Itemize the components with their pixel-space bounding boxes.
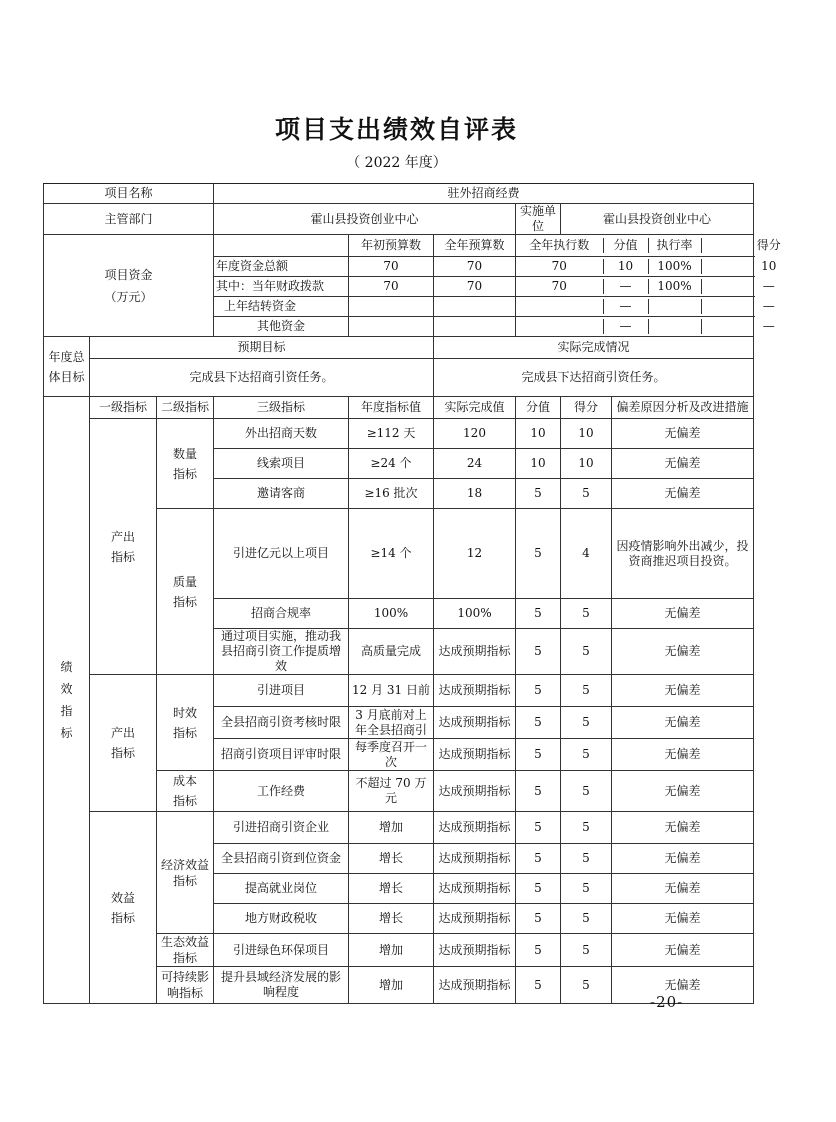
l3-indicator: 通过项目实施，推动我县招商引资工作提质增效 (214, 629, 349, 675)
impl-label: 实施单位 (516, 204, 561, 235)
funds-cell: 70 (434, 257, 516, 277)
score: 5 (561, 904, 612, 934)
funds-cell (434, 317, 516, 337)
project-name: 驻外招商经费 (214, 184, 754, 204)
l1-indicator-text: 效益指标 (110, 890, 135, 925)
score: 5 (561, 707, 612, 739)
funds-cell: — (603, 279, 648, 294)
perf-header: 分值 (516, 397, 561, 419)
l2-indicator-text: 生态效益指标 (160, 935, 209, 965)
actual-value: 达成预期指标 (434, 739, 516, 771)
funds-cell-group (516, 317, 775, 337)
funds-cell (516, 319, 603, 334)
funds-row-name: 上年结转资金 (214, 297, 349, 317)
annual-target: 增加 (349, 812, 434, 844)
score: 4 (561, 509, 612, 599)
funds-cell-group (516, 297, 775, 317)
annual-target: 高质量完成 (349, 629, 434, 675)
annual-target: 增长 (349, 874, 434, 904)
actual-value: 达成预期指标 (434, 707, 516, 739)
perf-header: 偏差原因分析及改进措施 (612, 397, 754, 419)
perf-header: 年度指标值 (349, 397, 434, 419)
funds-row-name: 其中：当年财政拨款 (214, 277, 349, 297)
dept-value: 霍山县投资创业中心 (214, 204, 516, 235)
annual-target: 增长 (349, 844, 434, 874)
funds-header: 得分 (701, 238, 836, 253)
perf-header: 一级指标 (90, 397, 157, 419)
deviation-note: 无偏差 (612, 739, 754, 771)
l3-indicator: 外出招商天数 (214, 419, 349, 449)
deviation-note: 无偏差 (612, 771, 754, 812)
score: 5 (561, 629, 612, 675)
score-weight: 5 (516, 874, 561, 904)
annual-target: 增长 (349, 904, 434, 934)
l3-indicator: 线索项目 (214, 449, 349, 479)
l2-indicator-text: 质量指标 (172, 574, 197, 609)
deviation-note: 无偏差 (612, 904, 754, 934)
l3-indicator: 引进亿元以上项目 (214, 509, 349, 599)
funds-cell: — (603, 299, 648, 314)
actual-value: 达成预期指标 (434, 771, 516, 812)
perf-label-cell (44, 397, 90, 1004)
funds-cell: 100% (648, 259, 701, 274)
l3-indicator: 提高就业岗位 (214, 874, 349, 904)
deviation-note: 无偏差 (612, 844, 754, 874)
funds-cell (434, 297, 516, 317)
score: 5 (561, 844, 612, 874)
score: 5 (561, 739, 612, 771)
funds-unit: （万元） (104, 289, 153, 304)
page-number: -20- (650, 993, 684, 1011)
l2-indicator-text: 可持续影响指标 (160, 970, 209, 1000)
funds-header: 年初预算数 (349, 235, 434, 257)
deviation-note: 无偏差 (612, 419, 754, 449)
score-weight: 5 (516, 904, 561, 934)
actual-value: 达成预期指标 (434, 844, 516, 874)
score: 5 (561, 675, 612, 707)
funds-header: 分值 (603, 238, 648, 253)
deviation-note: 无偏差 (612, 707, 754, 739)
score-weight: 5 (516, 812, 561, 844)
annual-target: ≥16 批次 (349, 479, 434, 509)
funds-cell (349, 317, 434, 337)
score-weight: 5 (516, 707, 561, 739)
funds-cell: 10 (701, 259, 836, 274)
l2-indicator (157, 771, 214, 812)
l2-indicator (157, 967, 214, 1004)
score-weight: 5 (516, 934, 561, 967)
annual-target: ≥112 天 (349, 419, 434, 449)
annual-target: 增加 (349, 967, 434, 1004)
score-weight: 5 (516, 629, 561, 675)
annual-target: 100% (349, 599, 434, 629)
score-weight: 5 (516, 599, 561, 629)
l3-indicator: 引进招商引资企业 (214, 812, 349, 844)
annual-target: 3 月底前对上年全县招商引 (349, 707, 434, 739)
l1-indicator (90, 419, 157, 675)
score-weight: 10 (516, 449, 561, 479)
l3-indicator: 地方财政税收 (214, 904, 349, 934)
funds-cell: 70 (349, 257, 434, 277)
l1-indicator (90, 812, 157, 1004)
funds-cell: — (603, 319, 648, 334)
impl-value: 霍山县投资创业中心 (561, 204, 754, 235)
actual-value: 达成预期指标 (434, 675, 516, 707)
actual-value: 24 (434, 449, 516, 479)
deviation-note: 无偏差 (612, 812, 754, 844)
funds-cell-group (516, 277, 775, 297)
funds-label: 项目资金 (104, 267, 153, 282)
deviation-note: 无偏差 (612, 599, 754, 629)
funds-cell-group (516, 257, 777, 277)
self-evaluation-table (43, 183, 781, 1004)
deviation-note: 无偏差 (612, 874, 754, 904)
funds-cell: — (701, 279, 836, 294)
score: 5 (561, 812, 612, 844)
funds-row-name: 年度资金总额 (214, 257, 349, 277)
l2-indicator (157, 812, 214, 934)
score-weight: 5 (516, 509, 561, 599)
annual-goal-label (44, 337, 90, 397)
actual-value: 达成预期指标 (434, 629, 516, 675)
annual-target: 增加 (349, 934, 434, 967)
l2-indicator (157, 675, 214, 771)
l2-indicator-text: 成本指标 (172, 774, 197, 808)
score: 5 (561, 771, 612, 812)
perf-header: 三级指标 (214, 397, 349, 419)
l2-indicator (157, 509, 214, 675)
l1-indicator (90, 675, 157, 812)
perf-header: 得分 (561, 397, 612, 419)
funds-cell: 70 (551, 279, 567, 293)
l2-indicator-text: 时效指标 (172, 705, 197, 740)
l1-indicator-text: 产出指标 (110, 726, 135, 760)
actual-value: 达成预期指标 (434, 967, 516, 1004)
expected-goal: 完成县下达招商引资任务。 (90, 359, 434, 397)
l3-indicator: 招商引资项目评审时限 (214, 739, 349, 771)
l2-indicator-text: 数量指标 (172, 446, 197, 481)
annual-target: ≥14 个 (349, 509, 434, 599)
funds-cell: 70 (349, 277, 434, 297)
score: 5 (561, 599, 612, 629)
funds-cell (349, 297, 434, 317)
funds-cell: 70 (551, 259, 567, 273)
score-weight: 5 (516, 771, 561, 812)
actual-value: 18 (434, 479, 516, 509)
l3-indicator: 提升县域经济发展的影响程度 (214, 967, 349, 1004)
annual-goal-label-text: 年度总体目标 (48, 349, 85, 384)
funds-row-name: 其他资金 (214, 317, 349, 337)
funds-header: 执行率 (648, 238, 701, 253)
funds-header: 全年执行数 (529, 238, 590, 252)
score-weight: 5 (516, 479, 561, 509)
deviation-note: 无偏差 (612, 967, 754, 1004)
funds-cell: 10 (603, 259, 648, 274)
actual-value: 达成预期指标 (434, 934, 516, 967)
actual-value: 达成预期指标 (434, 812, 516, 844)
score-weight: 5 (516, 844, 561, 874)
funds-cell: — (701, 319, 836, 334)
project-name-label: 项目名称 (44, 184, 214, 204)
deviation-note: 无偏差 (612, 934, 754, 967)
expected-goal-label: 预期目标 (90, 337, 434, 359)
l2-indicator (157, 934, 214, 967)
actual-value: 达成预期指标 (434, 904, 516, 934)
annual-target: ≥24 个 (349, 449, 434, 479)
funds-cell (648, 319, 701, 334)
actual-goal: 完成县下达招商引资任务。 (434, 359, 754, 397)
score: 10 (561, 449, 612, 479)
l3-indicator: 全县招商引资考核时限 (214, 707, 349, 739)
annual-target: 不超过 70 万元 (349, 771, 434, 812)
deviation-note: 无偏差 (612, 675, 754, 707)
l3-indicator: 引进绿色环保项目 (214, 934, 349, 967)
l3-indicator: 邀请客商 (214, 479, 349, 509)
score: 5 (561, 967, 612, 1004)
perf-label: 绩效指标 (60, 660, 73, 740)
funds-cell: — (701, 299, 836, 314)
score-weight: 5 (516, 675, 561, 707)
funds-header: 全年预算数 (434, 235, 516, 257)
funds-label-cell (44, 235, 214, 337)
score-weight: 5 (516, 739, 561, 771)
funds-header-group (516, 235, 781, 257)
actual-goal-label: 实际完成情况 (434, 337, 754, 359)
dept-label: 主管部门 (44, 204, 214, 235)
score-weight: 10 (516, 419, 561, 449)
l1-indicator-text: 产出指标 (110, 529, 135, 564)
deviation-note: 无偏差 (612, 629, 754, 675)
l3-indicator: 全县招商引资到位资金 (214, 844, 349, 874)
deviation-note: 无偏差 (612, 449, 754, 479)
perf-header: 实际完成值 (434, 397, 516, 419)
score: 5 (561, 934, 612, 967)
page-subtitle: （ 2022 年度） (346, 155, 447, 171)
l3-indicator: 工作经费 (214, 771, 349, 812)
funds-cell: 70 (434, 277, 516, 297)
funds-cell (648, 299, 701, 314)
score: 5 (561, 874, 612, 904)
score: 5 (561, 479, 612, 509)
actual-value: 100% (434, 599, 516, 629)
annual-target: 每季度召开一次 (349, 739, 434, 771)
actual-value: 120 (434, 419, 516, 449)
l2-indicator-text: 经济效益指标 (160, 857, 209, 888)
annual-target: 12 月 31 日前 (349, 675, 434, 707)
deviation-note: 无偏差 (612, 479, 754, 509)
score: 10 (561, 419, 612, 449)
deviation-note: 因疫情影响外出减少，投资商推迟项目投资。 (612, 509, 754, 599)
actual-value: 12 (434, 509, 516, 599)
funds-corner (214, 235, 349, 257)
actual-value: 达成预期指标 (434, 874, 516, 904)
l3-indicator: 招商合规率 (214, 599, 349, 629)
funds-cell: 100% (648, 279, 701, 294)
page-title: 项目支出绩效自评表 (274, 115, 518, 144)
l3-indicator: 引进项目 (214, 675, 349, 707)
score-weight: 5 (516, 967, 561, 1004)
perf-header: 二级指标 (157, 397, 214, 419)
funds-cell (516, 299, 603, 314)
l2-indicator (157, 419, 214, 509)
